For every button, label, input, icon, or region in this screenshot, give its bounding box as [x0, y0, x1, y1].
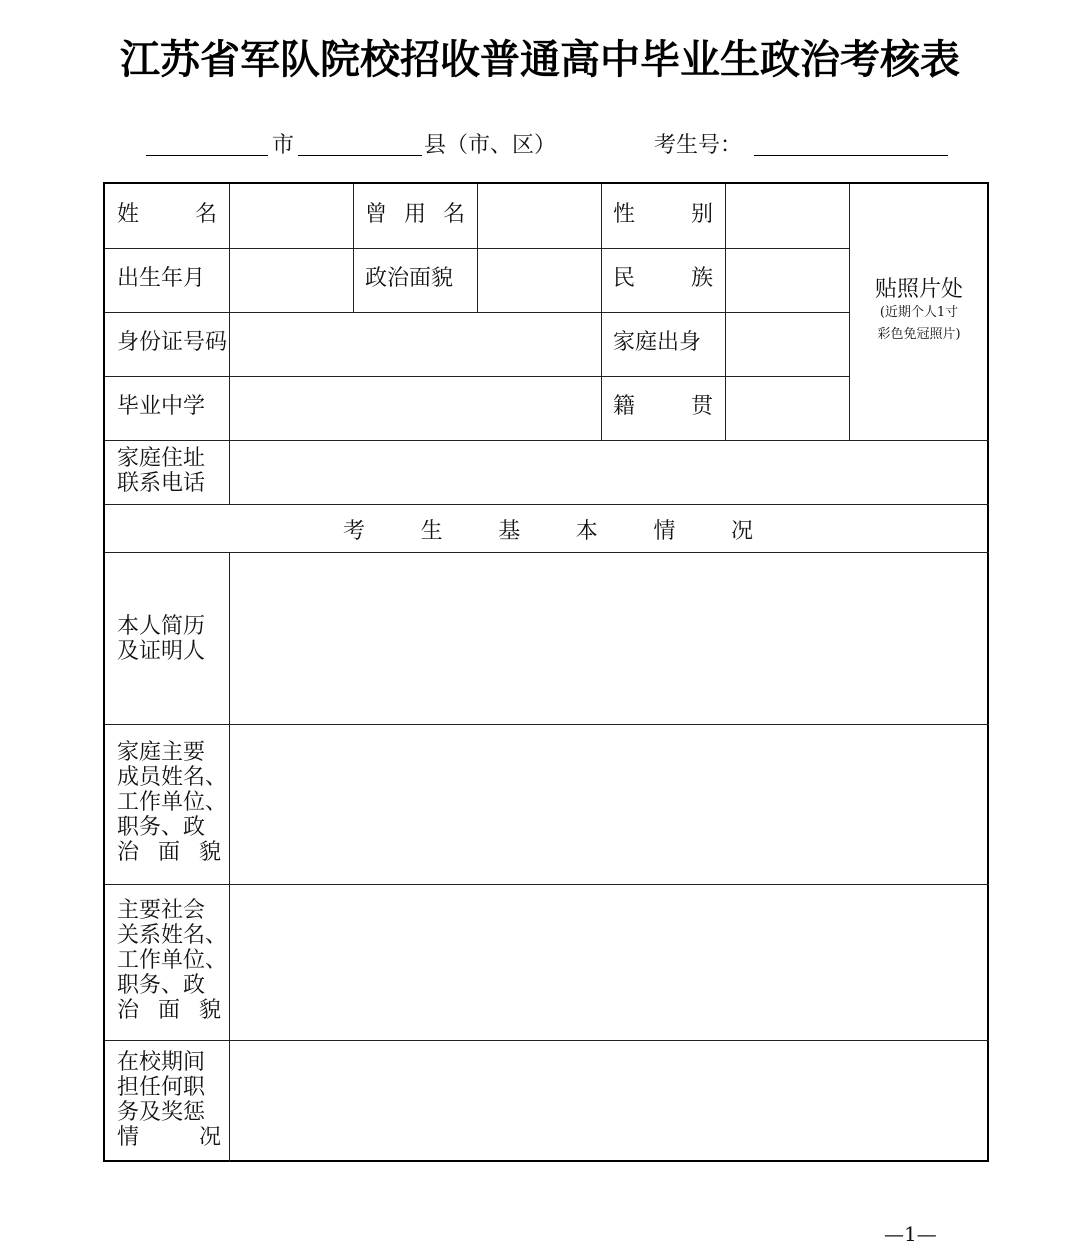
review-form-table	[103, 182, 989, 1162]
social-relations-input[interactable]	[231, 886, 987, 1038]
native-place-label: 籍 贯	[613, 394, 713, 419]
school-input[interactable]	[231, 378, 599, 438]
family-members-label: 家庭主要 成员姓名、 工作单位、 职务、政 治 面 貌	[117, 740, 228, 865]
social-relations-label: 主要社会 关系姓名、 工作单位、 职务、政 治 面 貌	[117, 898, 228, 1023]
city-label: 市	[272, 133, 295, 158]
exam-number-label: 考生号：	[654, 133, 743, 158]
address-phone-label: 家庭住址 联系电话	[117, 446, 206, 496]
school-duties-input[interactable]	[231, 1042, 987, 1160]
name-label: 姓 名	[117, 202, 217, 227]
school-label: 毕业中学	[117, 394, 206, 419]
gender-label: 性 别	[613, 202, 713, 227]
page-title: 江苏省军队院校招收普通高中毕业生政治考核表	[120, 37, 960, 83]
photo-note: (近期个人1寸 彩色免冠照片)	[877, 305, 961, 342]
id-number-input[interactable]	[231, 314, 599, 374]
county-blank[interactable]	[298, 155, 422, 156]
family-members-input[interactable]	[231, 726, 987, 882]
school-duties-label: 在校期间 担任何职 务及奖惩 情 况	[117, 1050, 221, 1150]
photo-label: 贴照片处	[874, 277, 963, 302]
gender-input[interactable]	[727, 186, 847, 246]
family-background-input[interactable]	[727, 314, 847, 374]
ethnicity-label: 民 族	[613, 266, 713, 291]
county-label: 县（市、区）	[424, 133, 557, 158]
family-background-label: 家庭出身	[613, 330, 702, 355]
ethnicity-input[interactable]	[727, 250, 847, 310]
former-name-label: 曾 用 名	[365, 202, 465, 227]
resume-input[interactable]	[231, 554, 987, 722]
city-blank[interactable]	[146, 155, 268, 156]
address-phone-input[interactable]	[231, 442, 987, 502]
resume-label: 本人简历 及证明人	[117, 614, 206, 664]
name-input[interactable]	[231, 186, 351, 246]
id-number-label: 身份证号码	[117, 330, 228, 355]
section-title: 考 生 基 本 情 况	[343, 519, 753, 544]
exam-number-blank[interactable]	[754, 155, 948, 156]
photo-area[interactable]	[851, 186, 987, 438]
header-line	[0, 128, 1080, 158]
former-name-input[interactable]	[479, 186, 599, 246]
native-place-input[interactable]	[727, 378, 847, 438]
political-status-label: 政治面貌	[365, 266, 454, 291]
political-status-input[interactable]	[479, 250, 599, 310]
page-number: —1—	[884, 1222, 937, 1246]
birth-label: 出生年月	[117, 266, 206, 291]
birth-input[interactable]	[231, 250, 351, 310]
